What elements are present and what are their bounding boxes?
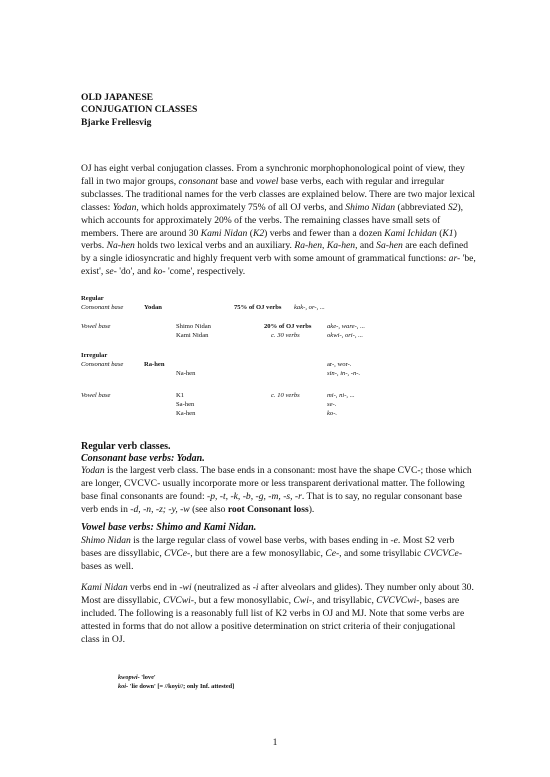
- examples-cell: ko-.: [327, 410, 338, 417]
- examples-cell: mi-, ni-, ...: [327, 392, 355, 399]
- intro-text: ) verbs and fewer than a dozen: [264, 227, 385, 239]
- term-ending: -i: [252, 582, 259, 593]
- examples-cell: se-.: [327, 401, 337, 408]
- paragraph-text: verbs end in: [127, 582, 180, 593]
- example-word: kwopwi-: [118, 674, 140, 681]
- intro-text: 'come', respectively.: [165, 266, 246, 278]
- class-name-cell: Ra-hen: [144, 361, 165, 368]
- intro-text: (: [247, 227, 253, 239]
- paragraph-text: . That is to say, no regular consonant base verb ends in: [81, 490, 462, 515]
- subsection-heading-yodan: Consonant base verbs: Yodan.: [81, 453, 205, 464]
- yodan-paragraph: [81, 465, 476, 517]
- example-item: [118, 673, 156, 682]
- regular-label: Regular: [81, 295, 104, 302]
- intro-text: ) verbs.: [81, 227, 457, 252]
- term-shape: CVCVCe-: [423, 547, 463, 559]
- term-kami-ichidan: Kami Ichidan: [384, 227, 437, 239]
- term-ar: ar-: [448, 253, 461, 265]
- table-row: [81, 409, 481, 418]
- term-ending: -e: [390, 535, 398, 546]
- term-vowel: vowel: [256, 175, 279, 187]
- document-header: [81, 92, 197, 129]
- base-type-cell: Vowel base: [81, 323, 111, 330]
- intro-text: are each defined by a single idiosyncratic and highly frequent verb with some amount of grammatical functions:: [81, 240, 469, 265]
- consonant-list: -p, -t, -k, -b, -g, -m, -s, -r: [207, 490, 302, 502]
- base-type-cell: Consonant base: [81, 361, 124, 368]
- intro-paragraph: [81, 163, 476, 279]
- term-shape: CVCe-: [164, 547, 191, 559]
- term-s2: S2: [447, 201, 458, 213]
- cross-reference: root Consonant loss: [227, 503, 309, 515]
- table-row: [81, 322, 481, 331]
- term-shape: Cwi-: [293, 594, 313, 606]
- term-sa-hen: Sa-hen: [376, 240, 403, 252]
- intro-text: 'be, exist',: [81, 253, 476, 278]
- term-ka-hen: Ka-hen: [326, 240, 356, 252]
- term-shape: CVCVCwi-: [376, 594, 420, 606]
- class-name-cell: Na-hen: [176, 370, 196, 377]
- shimo-paragraph: [81, 535, 476, 574]
- table-row: [81, 369, 481, 378]
- example-item: [118, 682, 234, 691]
- table-row: [81, 360, 481, 369]
- paragraph-text: after alveolars and glides). They number only about 30. Most are dissyllabic,: [81, 582, 474, 606]
- term-k1: K1: [442, 227, 454, 239]
- class-name-cell: K1: [176, 392, 185, 399]
- term-ending: -wi: [179, 582, 192, 593]
- course-title: OLD JAPANESE: [81, 92, 154, 103]
- class-name-cell: Shimo Nidan: [176, 323, 211, 330]
- intro-text: 'do', and: [116, 266, 154, 278]
- term-shape: CVCwi-: [163, 594, 194, 606]
- example-word: koi-: [118, 683, 129, 690]
- subsection-heading-vowel: Vowel base verbs: Shimo and Kami Nidan.: [81, 522, 257, 533]
- class-name-cell: Sa-hen: [176, 401, 195, 408]
- paragraph-text: , but a few monosyllabic,: [194, 594, 294, 606]
- paragraph-text: bases as well.: [81, 560, 134, 572]
- paragraph-text: , and trisyllabic,: [312, 594, 377, 606]
- frequency-cell: 75% of OJ verbs: [234, 304, 282, 311]
- base-type-cell: Consonant base: [81, 304, 124, 311]
- term-kami-nidan: Kami Nidan: [200, 227, 248, 239]
- page-number: 1: [272, 737, 278, 748]
- intro-text: base and: [217, 175, 257, 187]
- table-row: [81, 303, 481, 312]
- paragraph-text: , but there are a few monosyllabic,: [190, 547, 326, 559]
- frequency-cell: c. 30 verbs: [271, 332, 300, 339]
- examples-cell: kak-, or-, ...: [294, 304, 325, 311]
- term-yodan: Yodan: [81, 465, 105, 476]
- paragraph-text: , bases are included. The following is a reasonably full list of K2 verbs in OJ and MJ. Note that some verbs are attested in forms that do not allow a positive determination on strict criteria of their conjugational class in OJ.: [81, 594, 465, 645]
- intro-text: holds two lexical verbs and an auxiliary.: [134, 240, 295, 252]
- paragraph-text: ).: [308, 503, 315, 515]
- class-name-cell: Kami Nidan: [176, 332, 209, 339]
- table-heading-regular: [81, 294, 104, 303]
- term-consonant: consonant: [178, 175, 218, 187]
- examples-cell: ar-, wor-.: [327, 361, 352, 368]
- example-gloss: 'love': [139, 674, 156, 681]
- examples-cell: ake-, ware-, ...: [327, 323, 366, 330]
- term-yodan: Yodan: [112, 201, 137, 213]
- term-ko: ko-: [153, 266, 166, 278]
- frequency-cell: c. 10 verbs: [271, 392, 300, 399]
- class-name-cell: Ka-hen: [176, 410, 196, 417]
- table-heading-irregular: [81, 351, 107, 360]
- paragraph-text: . Most S2 verb bases are dissyllabic,: [81, 535, 455, 559]
- consonant-list: -d, -n, -z; -y, -w: [130, 503, 190, 515]
- frequency-cell: 20% of OJ verbs: [264, 323, 312, 330]
- class-name-cell: Yodan: [144, 304, 162, 311]
- intro-text: , which holds approximately 75% of all OJ verbs, and: [136, 201, 346, 213]
- author-name: Bjarke Frellesvig: [81, 116, 152, 128]
- intro-text: OJ has eight verbal conjugation classes. From a synchronic morphophonological point of view, they fall in two major groups,: [81, 163, 465, 187]
- example-gloss: 'lie down' [= //koyi//; only Inf. attested]: [128, 683, 235, 690]
- term-shape: Ce-: [325, 547, 340, 559]
- kami-paragraph: [81, 582, 476, 647]
- term-ra-hen: Ra-hen: [294, 240, 323, 252]
- section-heading: Regular verb classes.: [81, 441, 171, 452]
- term-shimo-nidan: Shimo Nidan: [345, 201, 396, 213]
- paragraph-text: (see also: [189, 503, 228, 515]
- table-row: [81, 400, 481, 409]
- term-na-hen: Na-hen: [106, 240, 135, 252]
- paragraph-text: is the largest verb class. The base ends in a consonant: most have the shape CVC-; those which are longer, CVCVC- usually incorporate more or less transparent derivational matter. The following base final consonants are found:: [81, 465, 472, 502]
- intro-text: base verbs, each with regular and irregular subclasses. The traditional names for the verb classes are explained below. There are two major lexical classes:: [81, 175, 476, 213]
- irregular-label: Irregular: [81, 352, 108, 359]
- base-type-cell: Vowel base: [81, 392, 111, 399]
- table-row: [81, 331, 481, 340]
- intro-text: ,: [322, 240, 327, 252]
- term-k2: K2: [252, 227, 265, 239]
- term-kami-nidan: Kami Nidan: [81, 582, 128, 593]
- term-shimo-nidan: Shimo Nidan: [81, 535, 131, 546]
- intro-text: (abbreviated: [395, 201, 448, 213]
- examples-cell: okwi-, ori-, ...: [327, 332, 364, 339]
- paragraph-text: (neutralized as: [191, 582, 253, 593]
- intro-text: (: [436, 227, 443, 239]
- examples-cell: sin-, in-, -n-.: [327, 370, 361, 377]
- intro-text: , and: [355, 240, 377, 252]
- document-title: CONJUGATION CLASSES: [81, 104, 198, 116]
- paragraph-text: is the large regular class of vowel base verbs, with bases ending in: [130, 535, 391, 546]
- paragraph-text: , and some trisyllabic: [339, 547, 424, 559]
- intro-text: ), which accounts for approximately 20% of the verbs. The remaining classes have small sets of members. There are around 30: [81, 201, 464, 239]
- term-se: se-: [105, 266, 117, 278]
- table-row: [81, 391, 481, 400]
